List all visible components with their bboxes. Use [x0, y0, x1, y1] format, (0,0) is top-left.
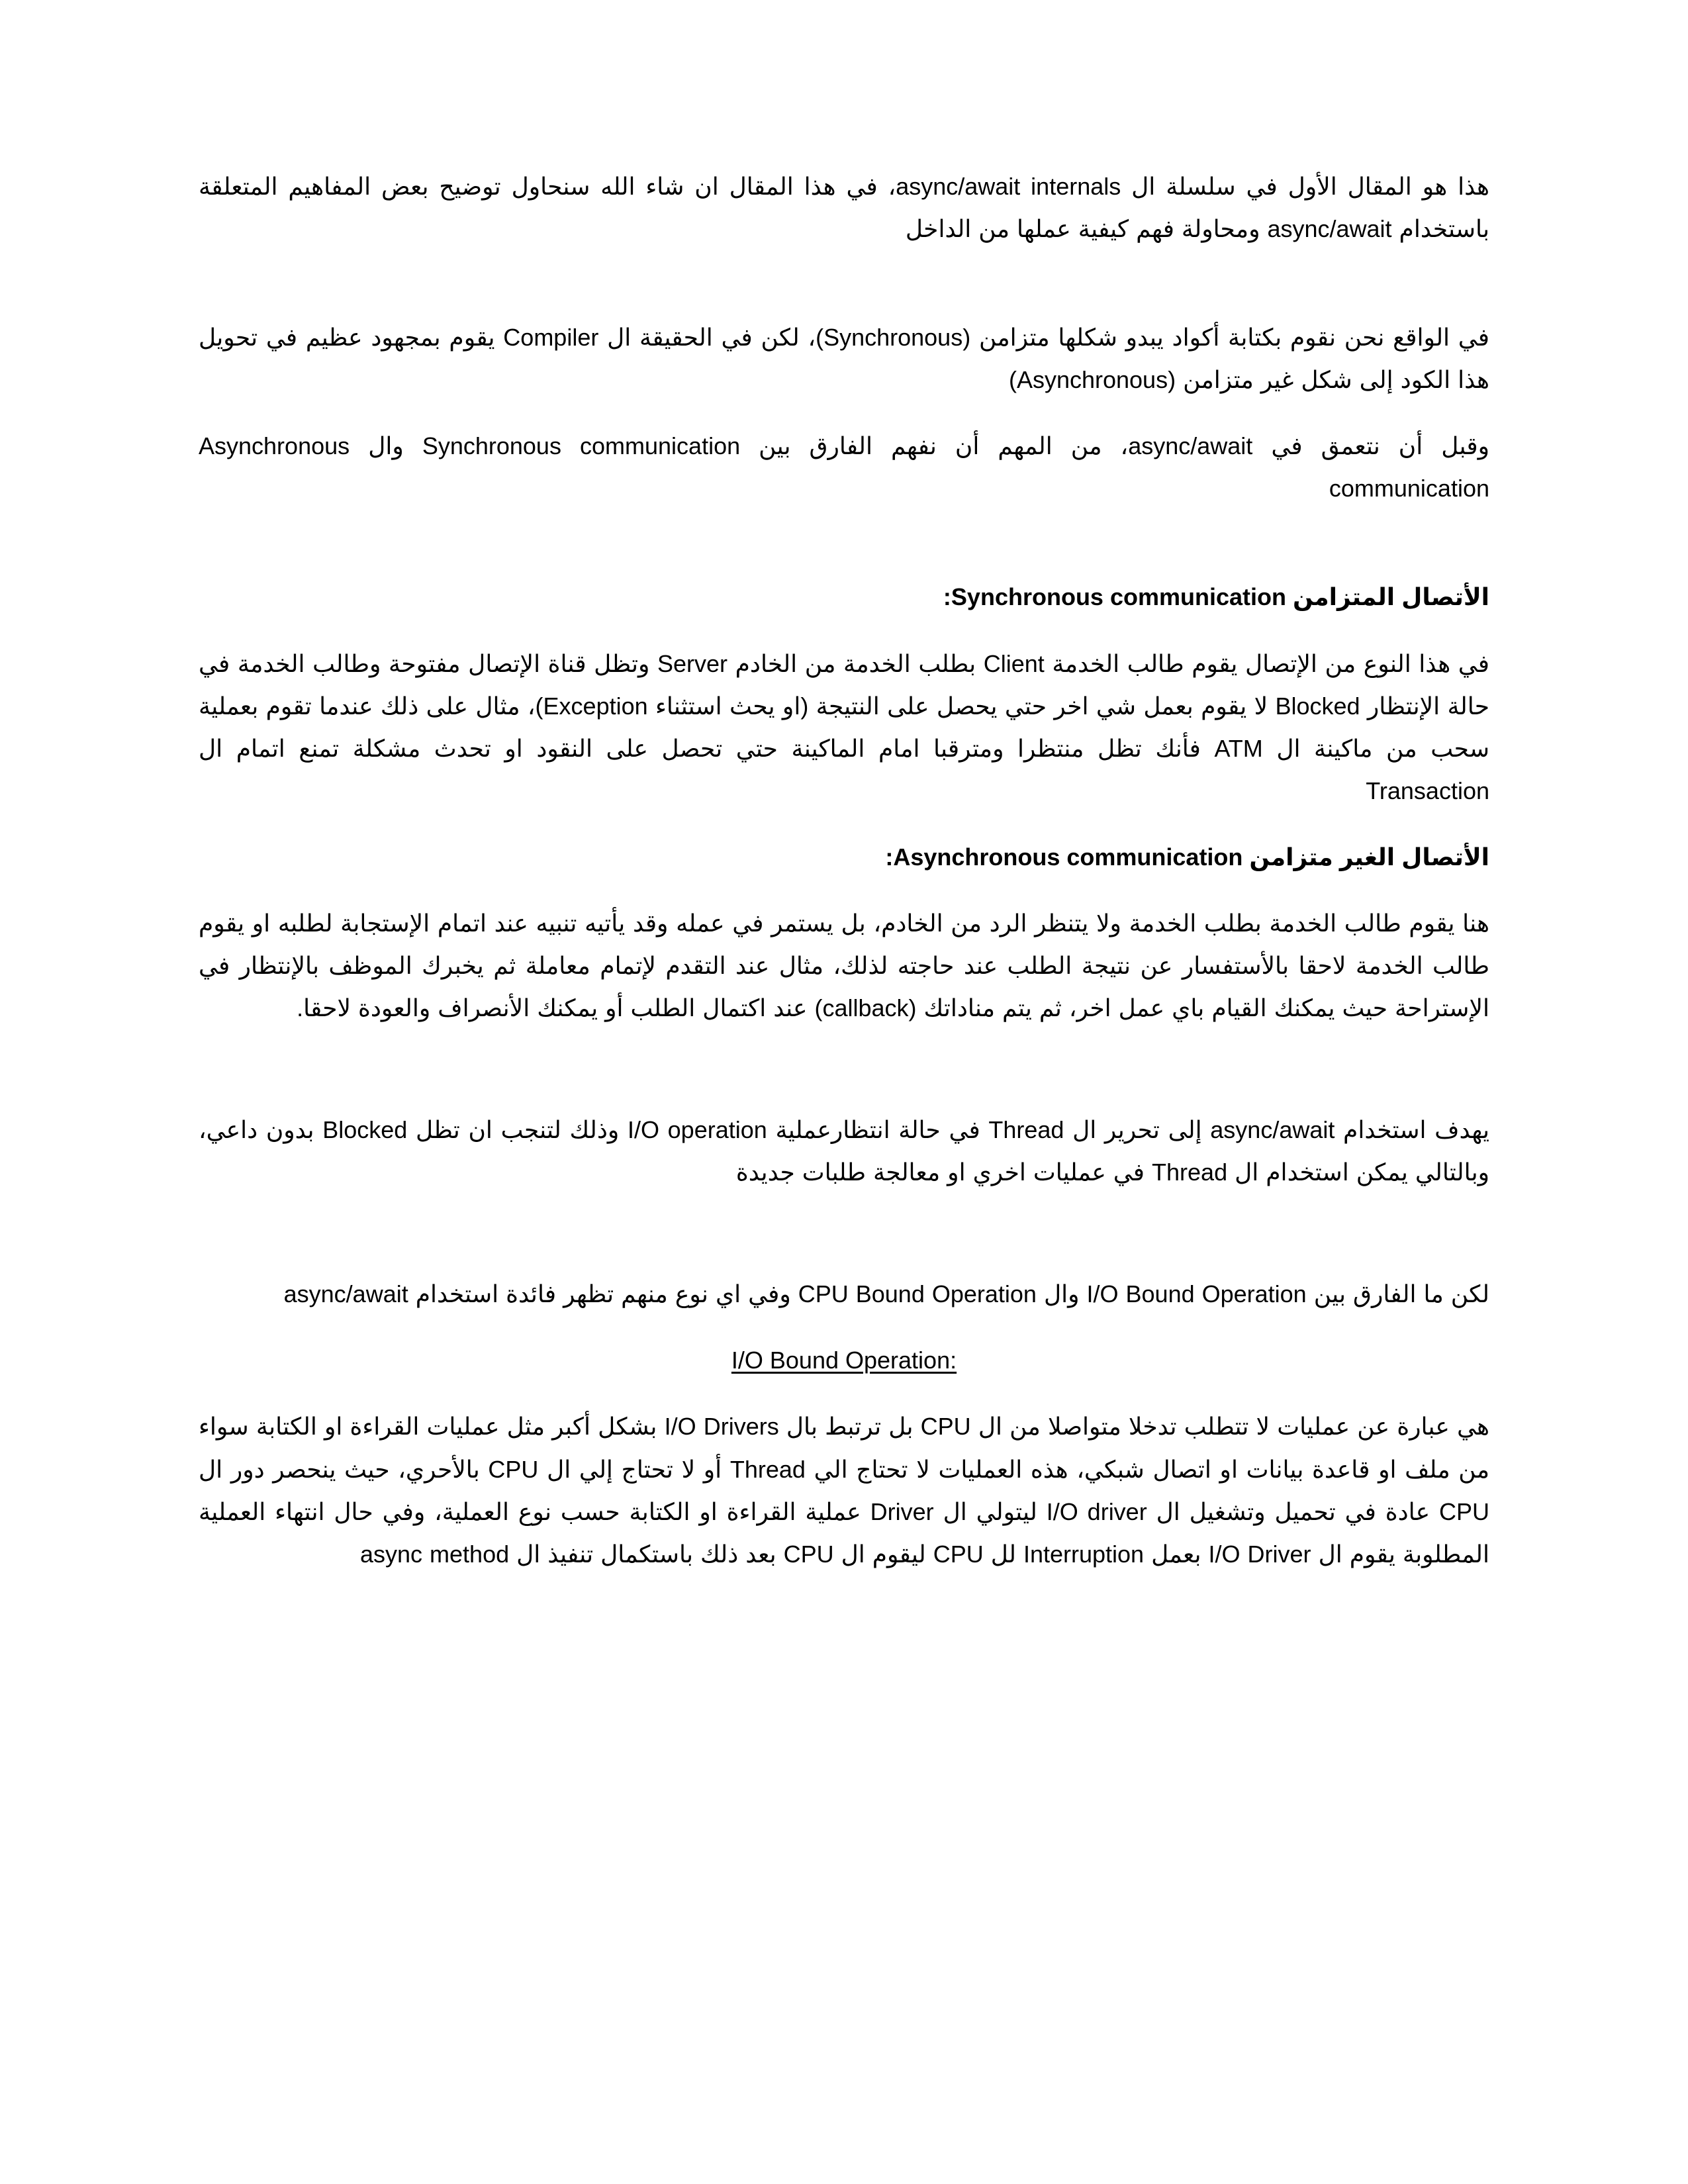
paragraph-io-bound-operation: هي عبارة عن عمليات لا تتطلب تدخلا متواصلا من ال CPU بل ترتبط بال I/O Drivers بشكل أكبر مثل عمليات القراءة او الكتابة سواء من ملف او قاعدة بيانات او اتصال شبكي، هذه العمليات لا تحتاج الي Thread أو لا تحتاج إلي ال CPU بالأحري، حيث ينحصر دور ال CPU عادة في تحميل وتشغيل ال I/O driver ليتولي ال Driver عملية القراءة او الكتابة حسب نوع العملية، وفي حال انتهاء العملية المطلوبة يقوم ال I/O Driver بعمل Interruption لل CPU ليقوم ال CPU بعد ذلك باستكمال تنفيذ ال async method	[199, 1413, 1489, 1568]
heading-synchronous-communication: الأتصال المتزامن Synchronous communication:	[943, 583, 1489, 611]
paragraph-synchronous-communication: في هذا النوع من الإتصال يقوم طالب الخدمة Client بطلب الخدمة من الخادم Server وتظل قناة الإتصال مفتوحة وطالب الخدمة في حالة الإنتظار Blocked لا يقوم بعمل شي اخر حتي يحصل على النتيجة (او يحث استثناء Exception)، مثال على ذلك عندما تقوم بعملية سحب من ماكينة ال ATM فأنك تظل منتظرا ومترقبا امام الماكينة حتي تحصل على النقود او تحدث مشكلة تمنع اتمام ال Transaction	[199, 649, 1490, 804]
paragraph-async-await-purpose: يهدف استخدام async/await إلى تحرير ال Thread في حالة انتظارعملية I/O operation وذلك لتنجب ان تظل Blocked بدون داعي، وبالتالي يمكن استخدام ال Thread في عمليات اخري او معالجة طلبات جديدة	[199, 1116, 1490, 1186]
heading-asynchronous-communication: الأتصال الغير متزامن Asynchronous communication:	[885, 843, 1489, 871]
spacer	[199, 878, 1489, 902]
paragraph-before-deep-dive: وقبل أن نتعمق في async/await، من المهم أن نفهم الفارق بين Synchronous communication وال Asynchronous communication	[199, 432, 1489, 502]
spacer	[199, 1315, 1489, 1339]
paragraph-intro: هذا هو المقال الأول في سلسلة ال async/await internals، في هذا المقال ان شاء الله سنحاول توضيح بعض المفاهيم المتعلقة باستخدام async/await ومحاولة فهم كيفية عملها من الداخل	[199, 173, 1489, 243]
paragraph-asynchronous-communication: هنا يقوم طالب الخدمة بطلب الخدمة ولا يتنظر الرد من الخادم، بل يستمر في عمله وقد يأتيه تنبيه عند اتمام الإستجابة لطلبه او يقوم طالب الخدمة لاحقا بالأستفسار عن نتيجة الطلب عند حاجته لذلك، مثال عند التقدم لإتمام معاملة ثم يخبرك الموظف بالإنتظار في الإستراحة حيث يمكنك القيام باي عمل اخر، ثم يتم مناداتك (callback) عند اكتمال الطلب أو يمكنك الأنصراف والعودة لاحقا.	[199, 909, 1489, 1022]
heading-io-bound-operation	[199, 1339, 1489, 1382]
spacer	[199, 401, 1489, 425]
paragraph-compiler: في الواقع نحن نقوم بكتابة أكواد يبدو شكلها متزامن (Synchronous)، لكن في الحقيقة ال Compiler يقوم بمجهود عظيم في تحويل هذا الكود إلى شكل غير متزامن (Asynchronous)	[199, 324, 1490, 394]
heading-io-bound-operation-label: I/O Bound Operation:	[731, 1347, 957, 1374]
spacer	[199, 812, 1489, 836]
paragraph-io-vs-cpu-difference: لكن ما الفارق بين I/O Bound Operation وال CPU Bound Operation وفي اي نوع منهم تظهر فائدة استخدام async/await	[283, 1280, 1489, 1308]
spacer	[199, 250, 1489, 316]
spacer	[199, 1194, 1489, 1273]
spacer	[199, 1029, 1489, 1109]
spacer	[199, 1382, 1489, 1405]
spacer	[199, 619, 1489, 643]
document-body	[199, 166, 1489, 1576]
spacer	[199, 510, 1489, 576]
